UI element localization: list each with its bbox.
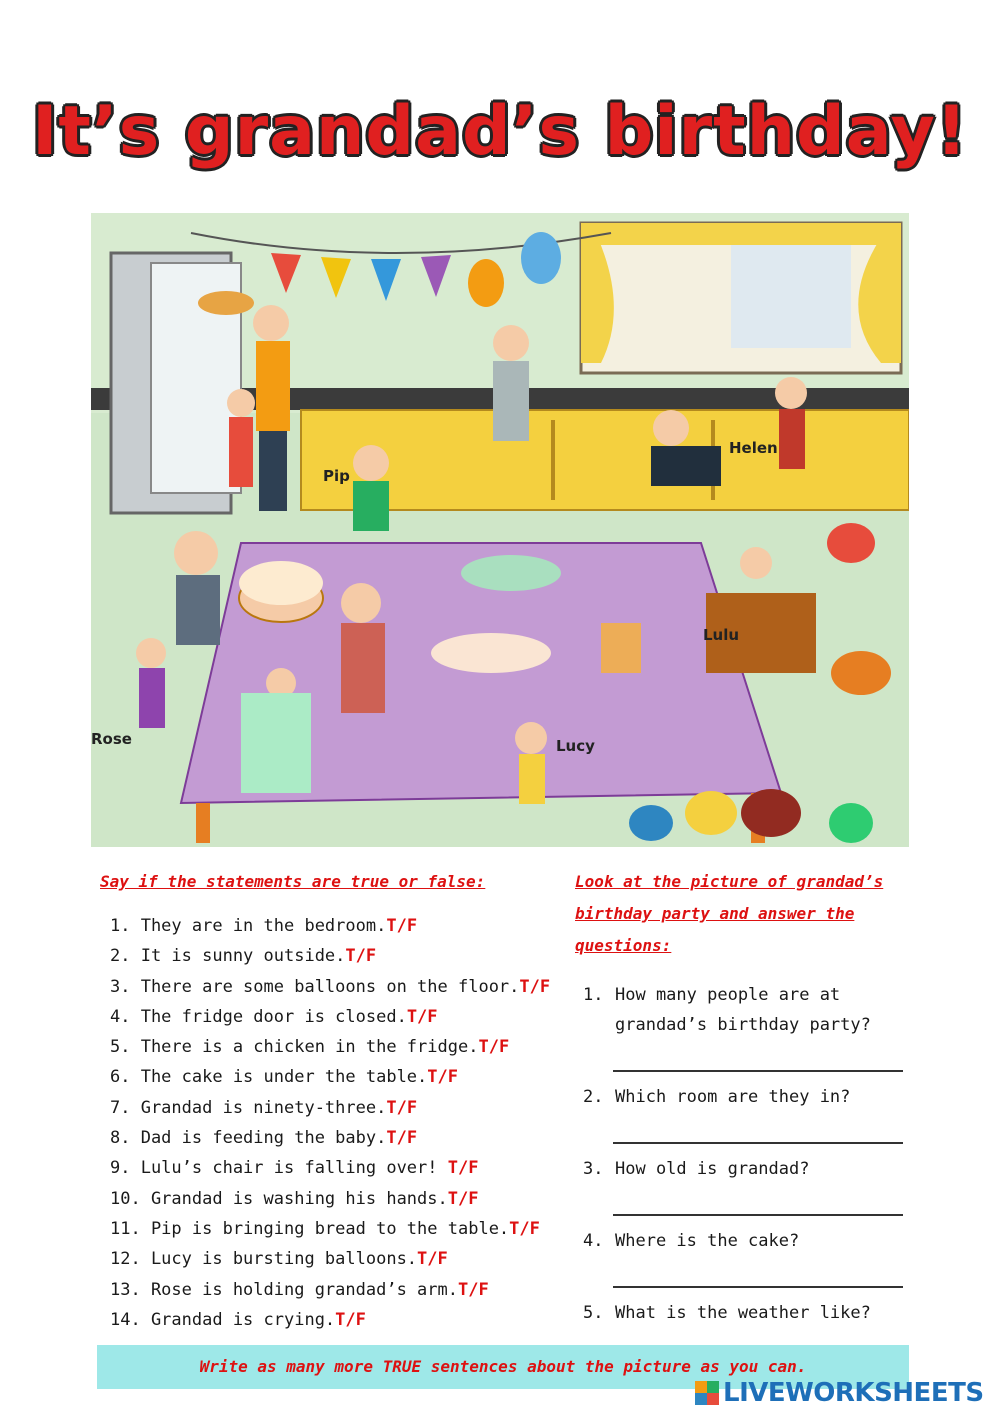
answer-field[interactable] — [613, 1188, 903, 1216]
statement-item: 11. Pip is bringing bread to the table.T/F — [110, 1218, 540, 1239]
name-pip: Pip — [323, 467, 350, 485]
statement-item: 12. Lucy is bursting balloons.T/F — [110, 1249, 448, 1270]
question-item: 5. What is the weather like? — [583, 1303, 871, 1323]
name-lucy: Lucy — [556, 737, 595, 755]
statement-item: 2. It is sunny outside.T/F — [110, 946, 377, 967]
statement-item: 14. Grandad is crying.T/F — [110, 1309, 366, 1330]
question-item: 1. How many people are at grandad’s birthday party? — [583, 985, 871, 1035]
question-item: 4. Where is the cake? — [583, 1231, 800, 1251]
answer-field[interactable] — [613, 1260, 903, 1288]
statement-item: 7. Grandad is ninety-three.T/F — [110, 1097, 418, 1118]
true-false-instruction: Say if the statements are true or false: — [100, 872, 486, 891]
statement-item: 13. Rose is holding grandad’s arm.T/F — [110, 1279, 489, 1300]
liveworksheets-logo-icon — [695, 1381, 719, 1405]
liveworksheets-logo — [695, 1378, 984, 1408]
tf-answer[interactable]: T/F — [417, 1249, 448, 1270]
tf-answer[interactable]: T/F — [427, 1067, 458, 1088]
true-false-list — [100, 911, 560, 1335]
name-rose: Rose — [91, 730, 132, 748]
tf-answer[interactable]: T/F — [509, 1218, 540, 1239]
tf-answer[interactable]: T/F — [447, 1158, 479, 1179]
question-item: 2. Which room are they in? — [583, 1087, 851, 1107]
answer-field[interactable] — [613, 1044, 903, 1072]
kitchen-window — [581, 223, 901, 373]
answer-field[interactable] — [613, 1116, 903, 1144]
statement-item: 4. The fridge door is closed.T/F — [110, 1006, 438, 1027]
brand-name: LIVEWORKSHEETS — [723, 1378, 984, 1408]
tf-answer[interactable]: T/F — [386, 1097, 418, 1118]
tf-answer[interactable]: T/F — [447, 1188, 479, 1209]
statement-item: 10. Grandad is washing his hands.T/F — [110, 1188, 479, 1209]
questions-instruction: Look at the picture of grandad’s birthday party and answer the questions: — [575, 872, 884, 955]
question-item: 3. How old is grandad? — [583, 1159, 810, 1179]
tf-answer[interactable]: T/F — [345, 946, 377, 967]
tf-answer[interactable]: T/F — [335, 1309, 366, 1330]
statement-item: 9. Lulu’s chair is falling over! T/F — [110, 1158, 479, 1179]
tf-answer[interactable]: T/F — [519, 976, 551, 997]
statement-item: 5. There is a chicken in the fridge.T/F — [110, 1037, 510, 1058]
statement-item: 1. They are in the bedroom.T/F — [110, 916, 418, 936]
statement-item: 3. There are some balloons on the floor.T/F — [110, 976, 551, 997]
party-illustration — [91, 213, 909, 847]
true-false-section — [100, 872, 560, 1335]
name-lulu: Lulu — [703, 626, 740, 644]
tf-answer[interactable]: T/F — [458, 1279, 489, 1300]
tf-answer[interactable]: T/F — [386, 1128, 418, 1149]
statement-item: 6. The cake is under the table.T/F — [110, 1067, 458, 1088]
tf-answer[interactable]: T/F — [406, 1006, 438, 1027]
name-helen: Helen — [729, 439, 778, 457]
tf-answer[interactable]: T/F — [478, 1037, 510, 1058]
page-title: It’s grandad’s birthday! — [32, 92, 968, 171]
tf-answer[interactable]: T/F — [386, 916, 418, 936]
footer-instruction: Write as many more TRUE sentences about the picture as you can. — [199, 1357, 807, 1376]
statement-item: 8. Dad is feeding the baby.T/F — [110, 1128, 418, 1149]
questions-section — [575, 866, 915, 1370]
